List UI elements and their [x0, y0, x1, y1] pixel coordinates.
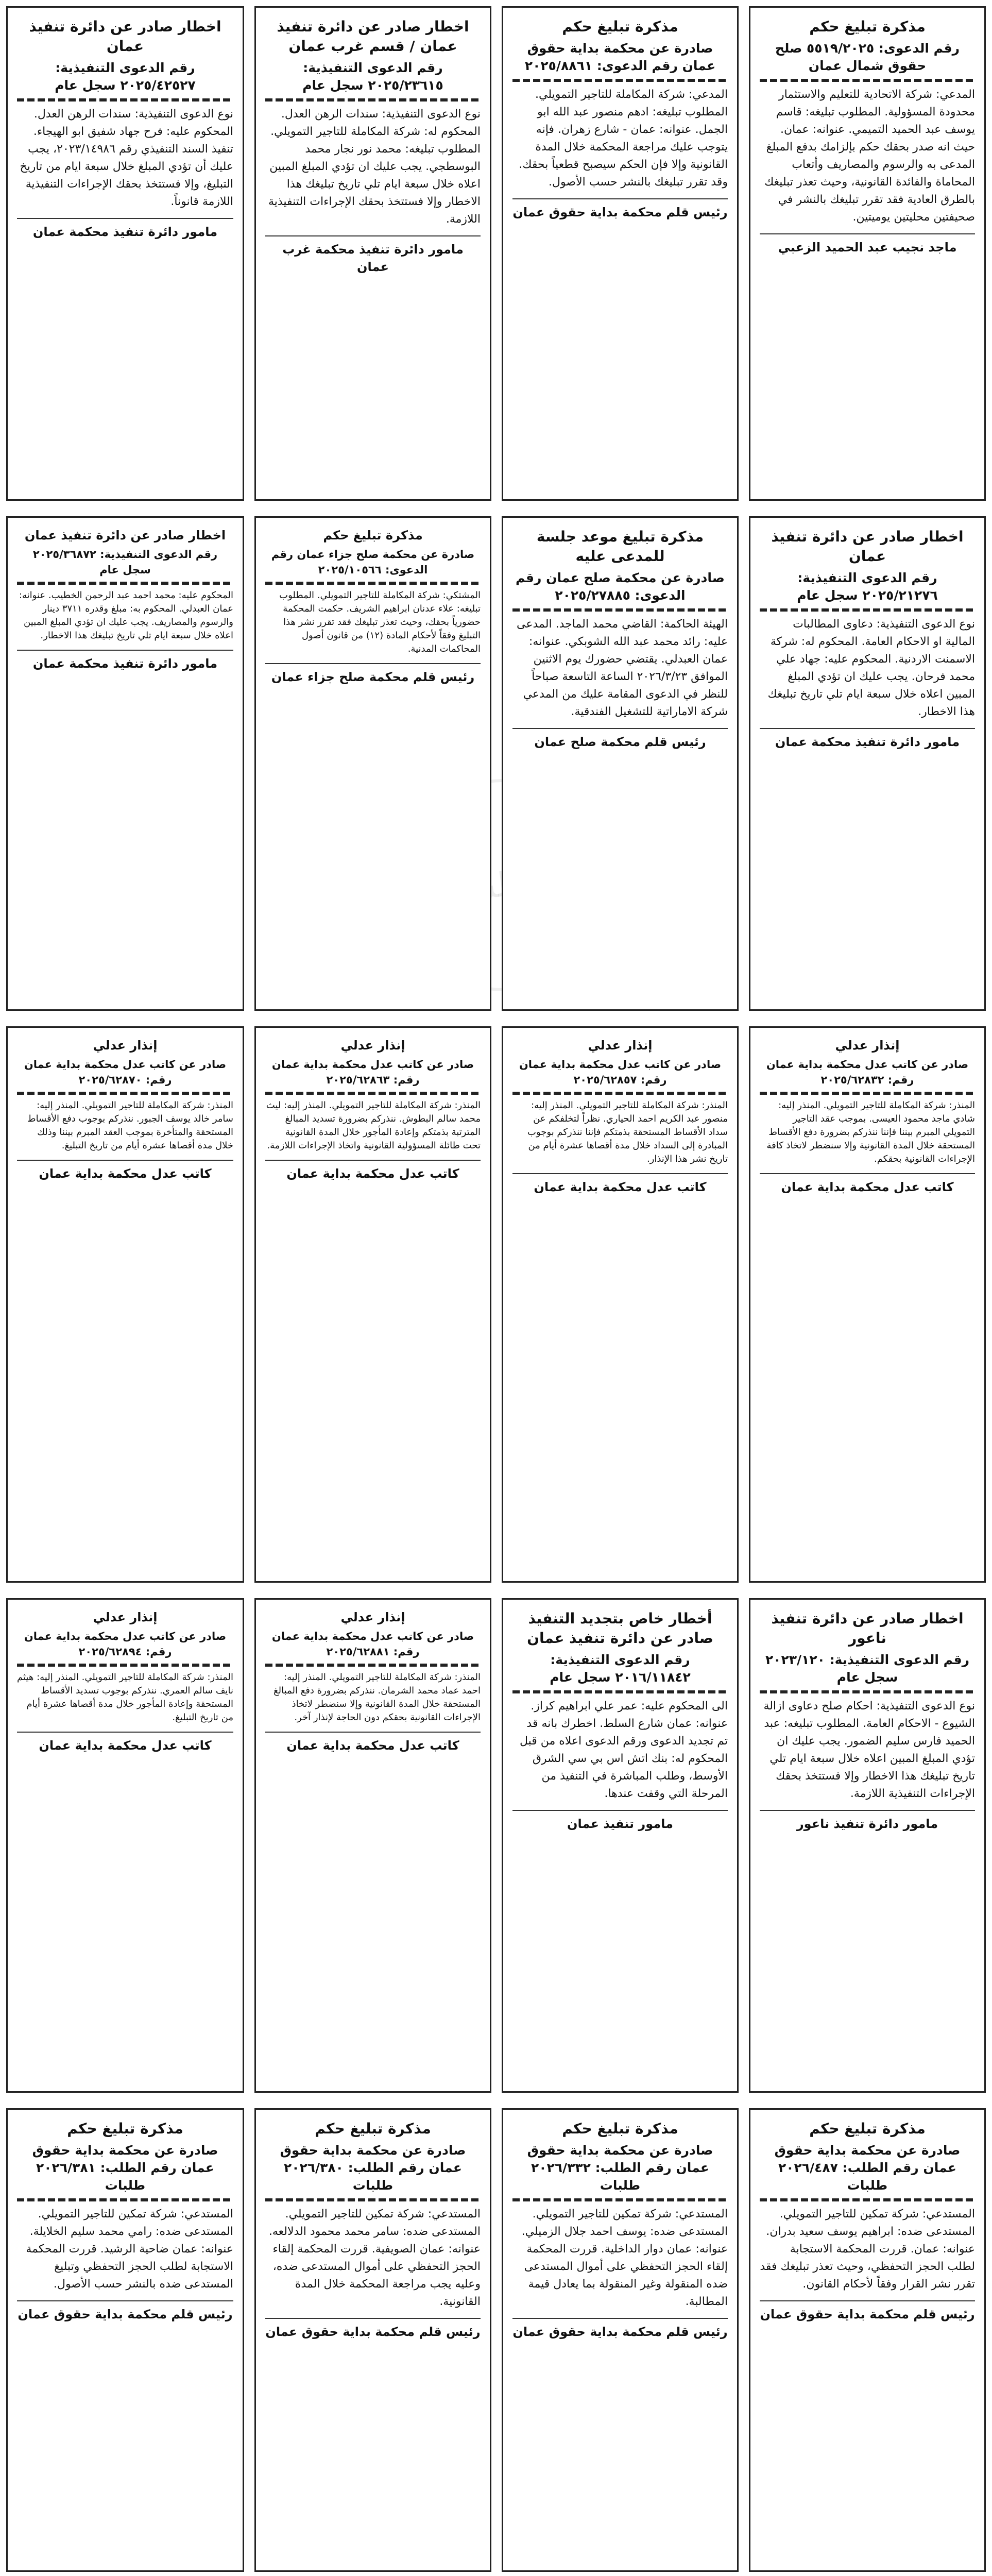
notice-signature: كاتب عدل محكمة بداية عمان — [512, 1173, 728, 1196]
notice-1 — [749, 6, 986, 501]
notice-16 — [6, 1598, 244, 2093]
notice-case-number: رقم الدعوى التنفيذية: ٢٠٢٥/٢١٢٧٦ سجل عام — [797, 570, 938, 603]
notice-case-number: صادرة عن محكمة بداية حقوق عمان رقم الطلب: ٢٠٢٦/٣٨١ طلبات — [32, 2143, 218, 2193]
divider — [760, 2198, 975, 2201]
notice-title: إنذار عدلي — [588, 1038, 653, 1053]
divider — [760, 1092, 975, 1095]
notice-body: المستدعي: شركة تمكين للتاجير التمويلي. المستدعى ضده: يوسف احمد جلال الزميلي. عنوانه: عمان دوار الداخلية. قررت المحكمة إلقاء الحجز التحفظي على أموال المستدعى ضده المنقولة وغير المنقولة بما يعادل قيمة المطالبة. — [521, 2208, 728, 2308]
notice-case-number: رقم الدعوى التنفيذية: ٢٠٢٥/٤٢٥٢٧ سجل عام — [55, 60, 196, 93]
notice-signature: كاتب عدل محكمة بداية عمان — [265, 1732, 481, 1754]
notice-case-number: صادر عن كاتب عدل محكمة بداية عمان رقم: ٢٠٢٥/٦٢٨٦٣ — [271, 1058, 474, 1086]
notice-14 — [502, 1598, 739, 2093]
notice-body: المدعي: شركة الاتحادية للتعليم والاستثمار محدودة المسؤولية. المطلوب تبليغه: قاسم يوسف عبد الحميد التميمي. عنوانه: عمان. حيث انه صدر بحقك حكم بإلزامك بدفع المبلغ المدعى به والرسوم والمصاريف وأتعاب المحاماة والفائدة القانونية، وحيث تعذر تبليغك بالطرق العادية فقد تقرر تبليغك بالنشر في صحيفتين محليتين يوميتين. — [764, 88, 975, 224]
notice-title: مذكرة تبليغ حكم — [809, 2120, 926, 2137]
notice-body: المنذر: شركة المكاملة للتاجير التمويلي. المنذر إليه: منصور عبد الكريم احمد الحياري. نظراً لتخلفكم عن سداد الأقساط المستحقة بذمتكم فإننا ننذركم بوجوب المبادرة إلى السداد خلال مدة أقصاها عشرة أيام من تاريخ نشر هذا الإنذار. — [527, 1100, 728, 1164]
notice-signature: رئيس قلم محكمة بداية حقوق عمان — [17, 2300, 233, 2323]
notice-12 — [6, 1026, 244, 1583]
notice-9 — [749, 1026, 986, 1583]
notice-body: المنذر: شركة المكاملة للتاجير التمويلي. المنذر إليه: شادي ماجد محمود العيسى. بموجب عقد التاجير التمويلي المبرم بيننا فإننا ننذركم بضرورة دفع الأقساط المستحقة خلال المدة القانونية وإلا سنضطر لاتخاذ كافة الإجراءات القانونية بحقكم. — [766, 1100, 975, 1164]
notice-title: إنذار عدلي — [93, 1038, 158, 1053]
notice-title: مذكرة تبليغ حكم — [562, 2120, 678, 2137]
divider — [760, 79, 975, 82]
notice-title: إنذار عدلي — [93, 1610, 158, 1624]
notice-case-number: صادر عن كاتب عدل محكمة بداية عمان رقم: ٢٠٢٥/٦٢٨٧٠ — [24, 1058, 227, 1086]
notice-title: إنذار عدلي — [835, 1038, 900, 1053]
notice-signature: مامور دائرة تنفيذ ناعور — [760, 1810, 975, 1833]
notice-17 — [749, 2108, 986, 2572]
notice-body: الهيئة الحاكمة: القاضي محمد الماجد. المدعى عليه: رائد محمد عبد الله الشوبكي. عنوانه: عمان العبدلي. يقتضي حضورك يوم الاثنين الموافق ٢٠٢٦/٣/٢٣ الساعة التاسعة صباحاً للنظر في الدعوى المقامة عليك من المدعي شركة الاماراتية للتشغيل الفندقية. — [517, 618, 728, 718]
notice-8 — [6, 516, 244, 1011]
divider — [17, 2198, 233, 2201]
divider — [265, 98, 481, 101]
notice-body: نوع الدعوى التنفيذية: سندات الرهن العدل. المحكوم له: شركة المكاملة للتاجير التمويلي. المطلوب تبليغه: محمد نور نجار محمد البوسطجي. يجب عليك ان تؤدي المبلغ المبين اعلاه خلال سبعة ايام تلي تاريخ تبليغك هذا الاخطار وإلا فستتخذ بحقك الإجراءات التنفيذية اللازمة. — [268, 108, 481, 226]
notice-signature: رئيس قلم محكمة بداية حقوق عمان — [512, 2318, 728, 2341]
divider — [17, 582, 233, 585]
notice-signature: كاتب عدل محكمة بداية عمان — [265, 1160, 481, 1182]
notice-signature: رئيس قلم محكمة بداية حقوق عمان — [512, 198, 728, 221]
notice-18 — [502, 2108, 739, 2572]
notice-case-number: رقم الدعوى التنفيذية: ٢٠٢٥/٣٦٨٧٢ سجل عام — [32, 548, 218, 576]
notice-body: المشتكي: شركة المكاملة للتاجير التمويلي. المطلوب تبليغه: علاء عدنان ابراهيم الشريف. حكمت المحكمة حضورياً بحقك، وحيث تعذر تبليغك فقد تقرر نشر هذا التبليغ وفقاً لأحكام المادة (١٢) من قانون أصول المحاكمات المدنية. — [279, 590, 481, 654]
notice-signature: مامور دائرة تنفيذ محكمة عمان — [760, 728, 975, 751]
notice-case-number: رقم الدعوى التنفيذية: ٢٠٢٣/١٢٠ سجل عام — [765, 1652, 970, 1685]
notice-20 — [6, 2108, 244, 2572]
notice-case-number: رقم الدعوى التنفيذية: ٢٠٢٥/٢٣٦١٥ سجل عام — [302, 60, 443, 93]
divider — [17, 1664, 233, 1667]
notice-case-number: صادرة عن محكمة بداية حقوق عمان رقم الطلب: ٢٠٢٦/٣٣٢ طلبات — [527, 2143, 713, 2193]
notice-title: مذكرة تبليغ حكم — [323, 528, 423, 543]
notices-grid — [6, 6, 986, 2576]
notice-title: اخطار صادر عن دائرة تنفيذ عمان / قسم غرب عمان — [277, 18, 469, 55]
divider — [17, 1092, 233, 1095]
notice-signature: كاتب عدل محكمة بداية عمان — [17, 1160, 233, 1182]
notice-case-number: صادر عن كاتب عدل محكمة بداية عمان رقم: ٢٠٢٥/٦٢٨٩٤ — [24, 1630, 227, 1658]
notice-case-number: رقم الدعوى: ٥٥١٩/٢٠٢٥ صلح حقوق شمال عمان — [775, 41, 960, 73]
newspaper-page — [6, 6, 986, 2576]
notice-body: المستدعي: شركة تمكين للتاجير التمويلي. المستدعى ضده: رامي محمد سليم الخلايلة. عنوانه: عمان ضاحية الرشيد. قررت المحكمة الاستجابة لطلب الحجز التحفظي وتبليغ المستدعى ضده بالنشر حسب الأصول. — [26, 2208, 233, 2291]
divider — [265, 1092, 481, 1095]
notice-case-number: صادر عن كاتب عدل محكمة بداية عمان رقم: ٢٠٢٥/٦٢٨٣٢ — [766, 1058, 969, 1086]
notice-signature: رئيس قلم محكمة صلح عمان — [512, 728, 728, 751]
notice-body: المنذر: شركة المكاملة للتاجير التمويلي. المنذر إليه: ليث محمد سالم البطوش. ننذركم بضرورة تسديد المبالغ المترتبة بذمتكم وإعادة المأجور خلال المدة القانونية تحت طائلة المسؤولية القانونية واتخاذ الإجراءات اللازمة. — [266, 1100, 481, 1151]
notice-15 — [254, 1598, 491, 2093]
divider — [512, 608, 728, 612]
notice-title: اخطار صادر عن دائرة تنفيذ ناعور — [771, 1610, 964, 1647]
notice-case-number: صادرة عن محكمة بداية حقوق عمان رقم الطلب: ٢٠٢٦/٣٨٠ طلبات — [280, 2143, 466, 2193]
notice-4 — [6, 6, 244, 501]
notice-signature: رئيس قلم محكمة بداية حقوق عمان — [265, 2318, 481, 2341]
divider — [265, 2198, 481, 2201]
notice-title: إنذار عدلي — [340, 1038, 405, 1053]
notice-body: نوع الدعوى التنفيذية: احكام صلح دعاوى ازالة الشيوع - الاحكام العامة. المطلوب تبليغه: عبد الحميد فارس سليم الضمور. يجب عليك ان تؤدي المبلغ المبين اعلاه خلال سبعة ايام تلي تاريخ تبليغك هذا الاخطار وإلا فستتخذ بحقك الإجراءات التنفيذية اللازمة. — [763, 1700, 975, 1800]
notice-signature: مامور دائرة تنفيذ محكمة عمان — [17, 650, 233, 672]
notice-body: المنذر: شركة المكاملة للتاجير التمويلي. المنذر إليه: سامر خالد يوسف الجبور. ننذركم بوجوب دفع الأقساط المستحقة والمتأخرة بموجب العقد المبرم بيننا وذلك خلال مدة أقصاها عشرة أيام من تاريخ التبليغ. — [27, 1100, 233, 1151]
notice-19 — [254, 2108, 491, 2572]
notice-title: اخطار صادر عن دائرة تنفيذ عمان — [29, 18, 221, 55]
notice-title: مذكرة تبليغ حكم — [315, 2120, 431, 2137]
notice-title: إنذار عدلي — [340, 1610, 405, 1624]
notice-6 — [502, 516, 739, 1011]
divider — [512, 79, 728, 82]
notice-signature: كاتب عدل محكمة بداية عمان — [760, 1173, 975, 1196]
notice-7 — [254, 516, 491, 1011]
notice-case-number: صادرة عن محكمة بداية حقوق عمان رقم الطلب: ٢٠٢٦/٤٨٧ طلبات — [774, 2143, 961, 2193]
divider — [760, 1690, 975, 1693]
notice-title: مذكرة تبليغ حكم — [67, 2120, 183, 2137]
notice-signature: ماجد نجيب عبد الحميد الزعبي — [760, 233, 975, 256]
notice-13 — [749, 1598, 986, 2093]
notice-signature: رئيس قلم محكمة بداية حقوق عمان — [760, 2300, 975, 2323]
notice-case-number: صادر عن كاتب عدل محكمة بداية عمان رقم: ٢٠٢٥/٦٢٨٥٧ — [519, 1058, 722, 1086]
divider — [265, 1664, 481, 1667]
notice-5 — [749, 516, 986, 1011]
notice-title: مذكرة تبليغ موعد جلسة للمدعى عليه — [536, 528, 704, 565]
notice-title: اخطار صادر عن دائرة تنفيذ عمان — [771, 528, 964, 565]
divider — [17, 98, 233, 101]
notice-case-number: صادر عن كاتب عدل محكمة بداية عمان رقم: ٢٠٢٥/٦٢٨٨١ — [271, 1630, 474, 1658]
notice-body: نوع الدعوى التنفيذية: دعاوى المطالبات المالية او الاحكام العامة. المحكوم له: شركة الاسمنت الاردنية. المحكوم عليه: جهاد علي محمد فرحان. يجب عليك ان تؤدي المبلغ المبين اعلاه خلال سبعة ايام تلي تاريخ تبليغك هذا الاخطار. — [767, 618, 975, 718]
divider — [265, 582, 481, 585]
notice-3 — [254, 6, 491, 501]
notice-body: المستدعي: شركة تمكين للتاجير التمويلي. المستدعى ضده: ابراهيم يوسف سعيد بدران. عنوانه: عمان. قررت المحكمة الاستجابة لطلب الحجز التحفظي، وحيث تعذر تبليغك فقد تقرر نشر القرار وفقاً لأحكام القانون. — [760, 2208, 975, 2291]
divider — [512, 2198, 728, 2201]
notice-body: المنذر: شركة المكاملة للتاجير التمويلي. المنذر إليه: احمد عماد محمد الشرمان. ننذركم بضرورة دفع المبالغ المستحقة خلال المدة القانونية وإلا سنضطر لاتخاذ الإجراءات القانونية بحقكم دون الحاجة لإنذار آخر. — [273, 1672, 481, 1723]
notice-title: اخطار صادر عن دائرة تنفيذ عمان — [24, 528, 226, 543]
notice-body: المستدعي: شركة تمكين للتاجير التمويلي. المستدعى ضده: سامر محمد محمود الدلالعه. عنوانه: عمان الصويفية. قررت المحكمة إلقاء الحجز التحفظي على أموال المستدعى ضده، وعليه يجب مراجعة المحكمة خلال المدة القانونية. — [268, 2208, 481, 2308]
notice-signature: رئيس قلم محكمة صلح جزاء عمان — [265, 663, 481, 686]
notice-title: مذكرة تبليغ حكم — [809, 18, 926, 35]
notice-11 — [254, 1026, 491, 1583]
notice-body: المحكوم عليه: محمد احمد عبد الرحمن الخطيب. عنوانه: عمان العبدلي. المحكوم به: مبلغ وقدره ٣٧١١ دينار والرسوم والمصاريف. يجب عليك ان تؤدي المبلغ المبين اعلاه خلال سبعة ايام تلي تاريخ تبليغك هذا الاخطار. — [19, 590, 233, 641]
notice-2 — [502, 6, 739, 501]
notice-signature: مامور دائرة تنفيذ محكمة غرب عمان — [265, 235, 481, 276]
notice-case-number: رقم الدعوى التنفيذية: ٢٠١٦/١١٨٤٢ سجل عام — [550, 1652, 691, 1685]
notice-signature: مامور تنفيذ عمان — [512, 1810, 728, 1833]
notice-title: مذكرة تبليغ حكم — [562, 18, 678, 35]
notice-body: نوع الدعوى التنفيذية: سندات الرهن العدل. المحكوم عليه: فرح جهاد شفيق ابو الهيجاء. تنفيذ السند التنفيذي رقم ٢٠٢٣/١٤٩٨٦، يجب عليك أن تؤدي المبلغ خلال سبعة ايام من تاريخ التبليغ، وإلا فستتخذ بحقك الإجراءات التنفيذية اللازمة قانوناً. — [20, 108, 233, 208]
notice-body: المدعي: شركة المكاملة للتاجير التمويلي. المطلوب تبليغه: ادهم منصور عبد الله ابو الجمل. عنوانه: عمان - شارع زهران. فإنه يتوجب عليك مراجعة المحكمة خلال المدة القانونية وإلا فإن الحكم سيصبح قطعياً بحقك. وقد تقرر تبليغك بالنشر حسب الأصول. — [519, 88, 728, 189]
notice-10 — [502, 1026, 739, 1583]
notice-body: المنذر: شركة المكاملة للتاجير التمويلي. المنذر إليه: هيثم نايف سالم العمري. ننذركم بوجوب تسديد الأقساط المستحقة وإعادة المأجور خلال مدة أقصاها عشرة أيام من تاريخ التبليغ. — [17, 1672, 233, 1723]
notice-title: أخطار خاص بتجديد التنفيذ صادر عن دائرة تنفيذ عمان — [527, 1610, 713, 1647]
notice-body: الى المحكوم عليه: عمر علي ابراهيم كراز. عنوانه: عمان شارع السلط. اخطرك بانه قد تم تجديد الدعوى ورقم الدعوى اعلاه من قبل المحكوم له: بنك اتش اس بي سي الشرق الأوسط، وطلب المباشرة في التنفيذ من المرحلة التي وقفت عندها. — [519, 1700, 728, 1800]
notice-signature: كاتب عدل محكمة بداية عمان — [17, 1732, 233, 1754]
notice-case-number: صادرة عن محكمة صلح جزاء عمان رقم الدعوى: ٢٠٢٥/١٠٥٦٦ — [271, 548, 475, 576]
notice-case-number: صادرة عن محكمة صلح عمان رقم الدعوى: ٢٠٢٥/٢٧٨٨٥ — [516, 570, 725, 603]
divider — [760, 608, 975, 612]
notice-case-number: صادرة عن محكمة بداية حقوق عمان رقم الدعوى: ٢٠٢٥/٨٨٦١ — [524, 41, 716, 73]
divider — [512, 1690, 728, 1693]
notice-signature: مامور دائرة تنفيذ محكمة عمان — [17, 218, 233, 241]
divider — [512, 1092, 728, 1095]
